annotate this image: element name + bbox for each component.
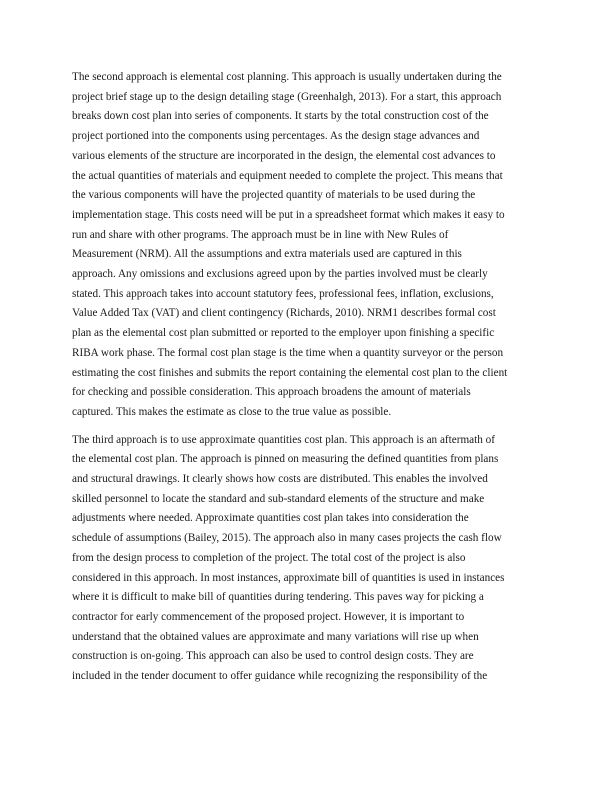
text-line: various elements of the structure are incorporated in the design, the elemental cost advances to <box>72 149 496 162</box>
paragraph-approximate-quantities <box>72 431 540 687</box>
text-line: plan as the elemental cost plan submitted or reported to the employer upon finishing a specific <box>72 327 495 340</box>
text-line: The second approach is elemental cost planning. This approach is usually undertaken during the <box>72 71 502 83</box>
text-line: the actual quantities of materials and equipment needed to complete the project. This means that <box>72 169 503 182</box>
text-line: captured. This makes the estimate as close to the true value as possible. <box>72 405 392 418</box>
paragraph-elemental-cost-planning <box>72 68 540 423</box>
text-line: construction is on-going. This approach can also be used to control design costs. They are <box>72 650 474 663</box>
text-line: adjustments where needed. Approximate quantities cost plan takes into consideration the <box>72 512 469 525</box>
text-line: skilled personnel to locate the standard and sub-standard elements of the structure and make <box>72 492 485 505</box>
text-line: breaks down cost plan into series of components. It starts by the total construction cost of the <box>72 110 489 123</box>
text-line: and structural drawings. It clearly shows how costs are distributed. This enables the involved <box>72 473 488 486</box>
text-line: The third approach is to use approximate quantities cost plan. This approach is an aftermath of <box>72 433 495 446</box>
text-line: implementation stage. This costs need will be put in a spreadsheet format which makes it easy to <box>72 208 505 221</box>
text-line: where it is difficult to make bill of quantities during tendering. This paves way for picking a <box>72 591 484 604</box>
text-line: run and share with other programs. The approach must be in line with New Rules of <box>72 228 449 241</box>
text-line: considered in this approach. In most instances, approximate bill of quantities is used in instances <box>72 571 505 584</box>
text-line: included in the tender document to offer guidance while recognizing the responsibility of the <box>72 670 488 683</box>
text-line: project portioned into the components using percentages. As the design stage advances and <box>72 130 480 143</box>
text-line: project brief stage up to the design detailing stage (Greenhalgh, 2013). For a start, this approach <box>72 90 502 103</box>
text-line: understand that the obtained values are approximate and many variations will rise up when <box>72 630 479 643</box>
text-line: RIBA work phase. The formal cost plan stage is the time when a quantity surveyor or the person <box>72 346 504 359</box>
text-line: estimating the cost finishes and submits the report containing the elemental cost plan to the client <box>72 366 508 379</box>
text-line: stated. This approach takes into account statutory fees, professional fees, inflation, exclusions, <box>72 287 494 300</box>
text-line: Value Added Tax (VAT) and client contingency (Richards, 2010). NRM1 describes formal cost <box>72 307 496 320</box>
document-body <box>72 68 540 687</box>
text-line: Measurement (NRM). All the assumptions and extra materials used are captured in this <box>72 248 462 261</box>
text-line: schedule of assumptions (Bailey, 2015). The approach also in many cases projects the cash flow <box>72 532 502 545</box>
text-line: for checking and possible consideration. This approach broadens the amount of materials <box>72 386 471 399</box>
text-line: the elemental cost plan. The approach is pinned on measuring the defined quantities from plans <box>72 453 499 466</box>
text-line: approach. Any omissions and exclusions agreed upon by the parties involved must be clearly <box>72 268 488 281</box>
text-line: the various components will have the projected quantity of materials to be used during the <box>72 189 476 202</box>
text-line: contractor for early commencement of the proposed project. However, it is important to <box>72 610 465 623</box>
text-line: from the design process to completion of the project. The total cost of the project is also <box>72 551 466 564</box>
